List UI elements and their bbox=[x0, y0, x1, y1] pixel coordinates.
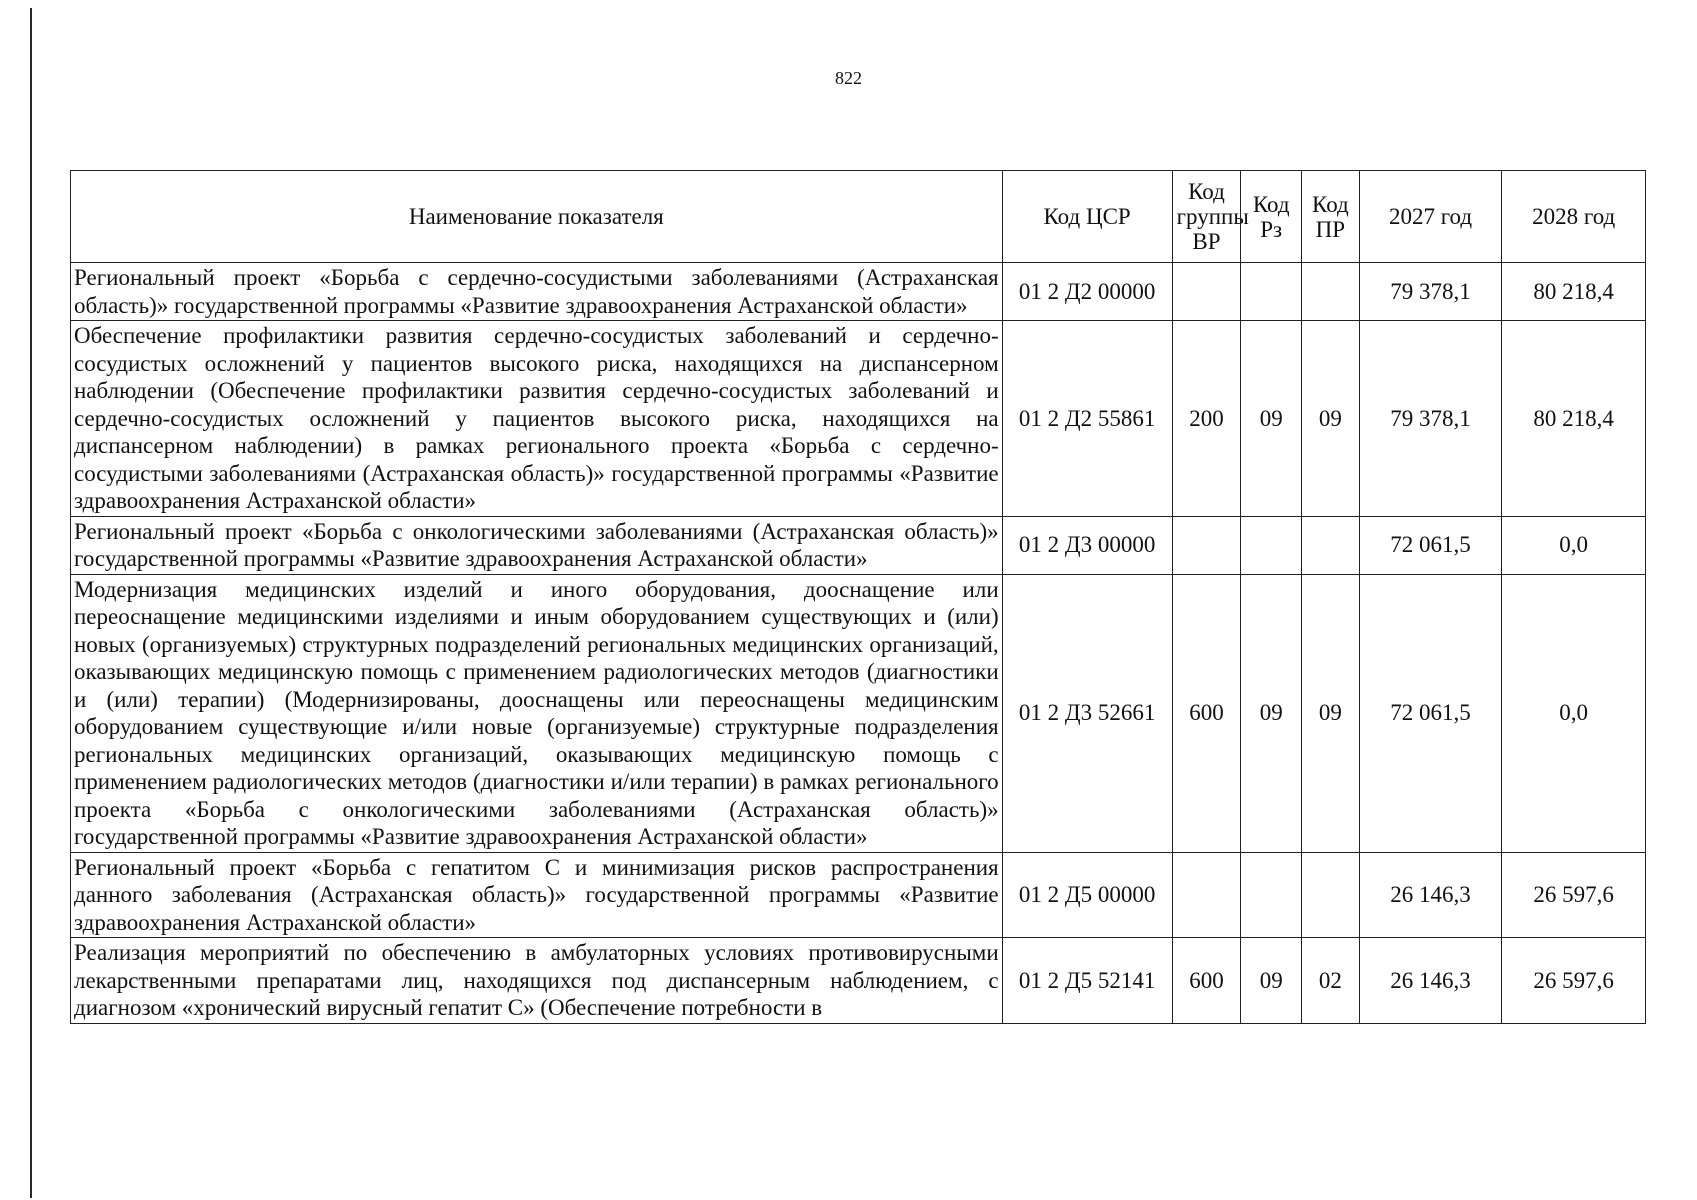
row-value-2027: 72 061,5 bbox=[1359, 574, 1502, 852]
row-rz-code: 09 bbox=[1241, 574, 1302, 852]
row-csr-code: 01 2 Д2 00000 bbox=[1002, 263, 1172, 321]
row-vr-code bbox=[1172, 263, 1241, 321]
row-name: Региональный проект «Борьба с гепатитом С и минимизация рисков распространения данного заболевания (Астраханская область)» государственной программы «Развитие здравоохранения Астраханской области» bbox=[71, 852, 1003, 938]
row-csr-code: 01 2 Д3 00000 bbox=[1002, 516, 1172, 574]
header-csr-code: Код ЦСР bbox=[1002, 171, 1172, 263]
row-value-2028: 80 218,4 bbox=[1502, 263, 1646, 321]
row-rz-code: 09 bbox=[1241, 938, 1302, 1024]
header-rz-code: Код Рз bbox=[1241, 171, 1302, 263]
row-vr-code: 200 bbox=[1172, 321, 1241, 517]
row-rz-code bbox=[1241, 516, 1302, 574]
row-pr-code: 02 bbox=[1302, 938, 1360, 1024]
row-value-2027: 26 146,3 bbox=[1359, 852, 1502, 938]
table-row bbox=[71, 263, 1646, 321]
row-csr-code: 01 2 Д5 52141 bbox=[1002, 938, 1172, 1024]
row-pr-code bbox=[1302, 852, 1360, 938]
row-pr-code: 09 bbox=[1302, 321, 1360, 517]
row-value-2028: 26 597,6 bbox=[1502, 852, 1646, 938]
budget-table bbox=[70, 170, 1646, 1024]
row-value-2027: 26 146,3 bbox=[1359, 938, 1502, 1024]
table-header-row bbox=[71, 171, 1646, 263]
row-csr-code: 01 2 Д3 52661 bbox=[1002, 574, 1172, 852]
row-name: Реализация мероприятий по обеспечению в амбулаторных условиях противовирусными лекарственными препаратами лиц, находящихся под диспансерным наблюдением, с диагнозом «хронический вирусный гепатит С» (Обеспечение потребности в bbox=[71, 938, 1003, 1024]
header-name: Наименование показателя bbox=[71, 171, 1003, 263]
row-pr-code bbox=[1302, 263, 1360, 321]
table-row bbox=[71, 516, 1646, 574]
row-value-2027: 72 061,5 bbox=[1359, 516, 1502, 574]
table-row bbox=[71, 852, 1646, 938]
table-row bbox=[71, 574, 1646, 852]
row-value-2028: 80 218,4 bbox=[1502, 321, 1646, 517]
row-pr-code: 09 bbox=[1302, 574, 1360, 852]
row-value-2028: 0,0 bbox=[1502, 574, 1646, 852]
row-rz-code: 09 bbox=[1241, 321, 1302, 517]
header-year-2028: 2028 год bbox=[1502, 171, 1646, 263]
left-margin-line bbox=[30, 8, 32, 1198]
row-csr-code: 01 2 Д5 00000 bbox=[1002, 852, 1172, 938]
row-value-2028: 26 597,6 bbox=[1502, 938, 1646, 1024]
row-name: Региональный проект «Борьба с онкологическими заболеваниями (Астраханская область)» государственной программы «Развитие здравоохранения Астраханской области» bbox=[71, 516, 1003, 574]
row-name: Региональный проект «Борьба с сердечно-сосудистыми заболеваниями (Астраханская область)» государственной программы «Развитие здравоохранения Астраханской области» bbox=[71, 263, 1003, 321]
row-value-2027: 79 378,1 bbox=[1359, 263, 1502, 321]
row-rz-code bbox=[1241, 852, 1302, 938]
row-pr-code bbox=[1302, 516, 1360, 574]
row-name: Обеспечение профилактики развития сердечно-сосудистых заболеваний и сердечно-сосудистых осложнений у пациентов высокого риска, находящихся на диспансерном наблюдении (Обеспечение профилактики развития сердечно-сосудистых заболеваний и сердечно-сосудистых осложнений у пациентов высокого риска, находящихся на диспансерном наблюдении) в рамках регионального проекта «Борьба с сердечно-сосудистыми заболеваниями (Астраханская область)» государственной программы «Развитие здравоохранения Астраханской области» bbox=[71, 321, 1003, 517]
page-number: 822 bbox=[835, 68, 862, 88]
header-year-2027: 2027 год bbox=[1359, 171, 1502, 263]
row-vr-code bbox=[1172, 852, 1241, 938]
header-pr-code: Код ПР bbox=[1302, 171, 1360, 263]
table-row bbox=[71, 938, 1646, 1024]
row-rz-code bbox=[1241, 263, 1302, 321]
row-value-2028: 0,0 bbox=[1502, 516, 1646, 574]
header-vr-group-code: Код группы ВР bbox=[1172, 171, 1241, 263]
row-value-2027: 79 378,1 bbox=[1359, 321, 1502, 517]
budget-table-container bbox=[70, 170, 1646, 1024]
row-vr-code: 600 bbox=[1172, 574, 1241, 852]
row-csr-code: 01 2 Д2 55861 bbox=[1002, 321, 1172, 517]
row-vr-code: 600 bbox=[1172, 938, 1241, 1024]
row-name: Модернизация медицинских изделий и иного оборудования, дооснащение или переоснащение медицинскими изделиями и иным оборудованием существующих и (или) новых (организуемых) структурных подразделений региональных медицинских организаций, оказывающих медицинскую помощь с применением радиологических методов (диагностики и (или) терапии) (Модернизированы, дооснащены или переоснащены медицинским оборудованием существующие и/или новые (организуемые) структурные подразделения региональных медицинских организаций, оказывающих медицинскую помощь с применением радиологических методов (диагностики и/или терапии) в рамках регионального проекта «Борьба с онкологическими заболеваниями (Астраханская область)» государственной программы «Развитие здравоохранения Астраханской области» bbox=[71, 574, 1003, 852]
row-vr-code bbox=[1172, 516, 1241, 574]
table-row bbox=[71, 321, 1646, 517]
